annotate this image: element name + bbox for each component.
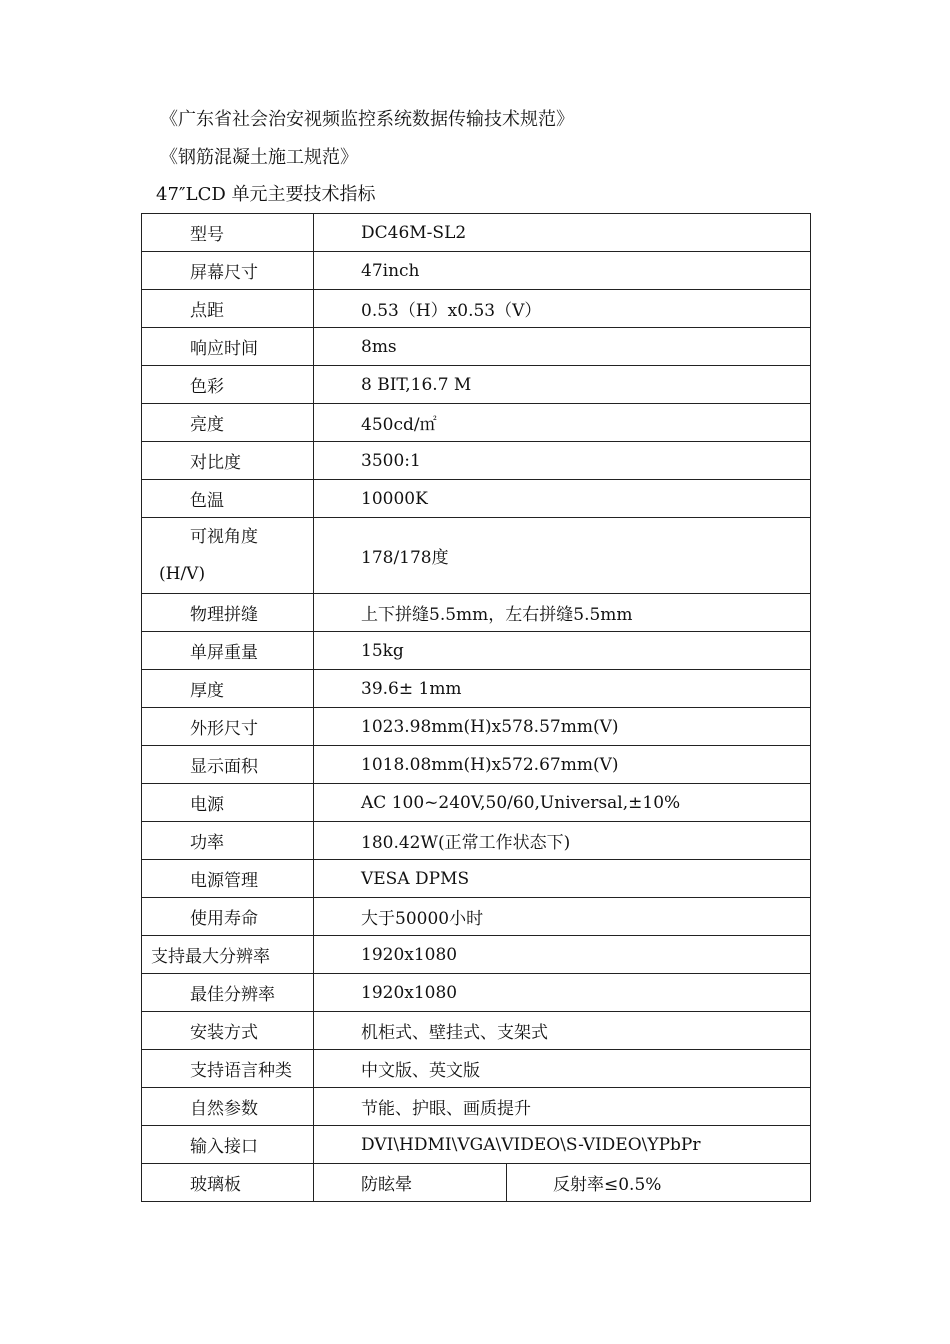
table-row bbox=[142, 1164, 811, 1202]
table-row bbox=[142, 974, 811, 1012]
table-row bbox=[142, 1088, 811, 1126]
spec-label: 功率 bbox=[142, 822, 314, 860]
spec-value: AC 100~240V,50/60,Universal,±10% bbox=[314, 784, 811, 822]
spec-value-secondary: 反射率≤0.5% bbox=[507, 1164, 811, 1202]
reference-line-1: 《广东省社会治安视频监控系统数据传输技术规范》 bbox=[160, 109, 574, 130]
spec-label: 单屏重量 bbox=[142, 632, 314, 670]
spec-value: 上下拼缝5.5mm，左右拼缝5.5mm bbox=[314, 594, 811, 632]
spec-value: 39.6± 1mm bbox=[314, 670, 811, 708]
spec-label: 色彩 bbox=[142, 366, 314, 404]
spec-label: 自然参数 bbox=[142, 1088, 314, 1126]
table-row bbox=[142, 290, 811, 328]
table-row bbox=[142, 328, 811, 366]
spec-value: 防眩晕 bbox=[314, 1164, 507, 1202]
spec-label: 色温 bbox=[142, 480, 314, 518]
table-row bbox=[142, 214, 811, 252]
spec-value: 8 BIT,16.7 M bbox=[314, 366, 811, 404]
table-row bbox=[142, 936, 811, 974]
table-row bbox=[142, 822, 811, 860]
spec-value: 47inch bbox=[314, 252, 811, 290]
table-caption: 47″LCD 单元主要技术指标 bbox=[156, 184, 376, 205]
table-row bbox=[142, 1126, 811, 1164]
table-row bbox=[142, 1050, 811, 1088]
spec-label: 屏幕尺寸 bbox=[142, 252, 314, 290]
spec-value: 1920x1080 bbox=[314, 974, 811, 1012]
spec-label: 对比度 bbox=[142, 442, 314, 480]
spec-label: 外形尺寸 bbox=[142, 708, 314, 746]
spec-label: 型号 bbox=[142, 214, 314, 252]
table-row bbox=[142, 898, 811, 936]
spec-value: 1023.98mm(H)x578.57mm(V) bbox=[314, 708, 811, 746]
spec-label: 响应时间 bbox=[142, 328, 314, 366]
spec-label: 支持最大分辨率 bbox=[142, 936, 314, 974]
spec-label: 电源管理 bbox=[142, 860, 314, 898]
table-row bbox=[142, 1012, 811, 1050]
spec-value: DC46M-SL2 bbox=[314, 214, 811, 252]
spec-value: 0.53（H）x0.53（V） bbox=[314, 290, 811, 328]
spec-value: 中文版、英文版 bbox=[314, 1050, 811, 1088]
spec-value: 机柜式、壁挂式、支架式 bbox=[314, 1012, 811, 1050]
spec-value: 178/178度 bbox=[314, 518, 811, 594]
table-row bbox=[142, 746, 811, 784]
spec-value: DVI\HDMI\VGA\VIDEO\S-VIDEO\YPbPr bbox=[314, 1126, 811, 1164]
table-row bbox=[142, 632, 811, 670]
spec-value: 15kg bbox=[314, 632, 811, 670]
spec-label: 输入接口 bbox=[142, 1126, 314, 1164]
spec-label bbox=[142, 518, 314, 594]
spec-value: 节能、护眼、画质提升 bbox=[314, 1088, 811, 1126]
table-row bbox=[142, 442, 811, 480]
spec-label: 最佳分辨率 bbox=[142, 974, 314, 1012]
spec-value: 1920x1080 bbox=[314, 936, 811, 974]
spec-label: 亮度 bbox=[142, 404, 314, 442]
spec-label-line-2: (H/V) bbox=[159, 563, 206, 584]
table-row bbox=[142, 366, 811, 404]
table-row bbox=[142, 252, 811, 290]
spec-value: 10000K bbox=[314, 480, 811, 518]
table-row bbox=[142, 480, 811, 518]
table-row bbox=[142, 670, 811, 708]
table-row bbox=[142, 784, 811, 822]
spec-label: 支持语言种类 bbox=[142, 1050, 314, 1088]
spec-value: 8ms bbox=[314, 328, 811, 366]
spec-label: 使用寿命 bbox=[142, 898, 314, 936]
table-row bbox=[142, 518, 811, 594]
spec-value: VESA DPMS bbox=[314, 860, 811, 898]
spec-label: 物理拼缝 bbox=[142, 594, 314, 632]
table-row bbox=[142, 860, 811, 898]
spec-label-line-1: 可视角度 bbox=[190, 526, 258, 547]
spec-value: 1018.08mm(H)x572.67mm(V) bbox=[314, 746, 811, 784]
reference-line-2: 《钢筋混凝土施工规范》 bbox=[160, 147, 358, 168]
spec-label: 点距 bbox=[142, 290, 314, 328]
spec-label: 玻璃板 bbox=[142, 1164, 314, 1202]
spec-value: 大于50000小时 bbox=[314, 898, 811, 936]
table-row bbox=[142, 708, 811, 746]
spec-label: 电源 bbox=[142, 784, 314, 822]
spec-value: 450cd/㎡ bbox=[314, 404, 811, 442]
spec-label: 安装方式 bbox=[142, 1012, 314, 1050]
spec-label: 显示面积 bbox=[142, 746, 314, 784]
table-row bbox=[142, 594, 811, 632]
spec-table bbox=[141, 213, 811, 1202]
spec-label: 厚度 bbox=[142, 670, 314, 708]
spec-value: 3500:1 bbox=[314, 442, 811, 480]
table-row bbox=[142, 404, 811, 442]
spec-value: 180.42W(正常工作状态下) bbox=[314, 822, 811, 860]
